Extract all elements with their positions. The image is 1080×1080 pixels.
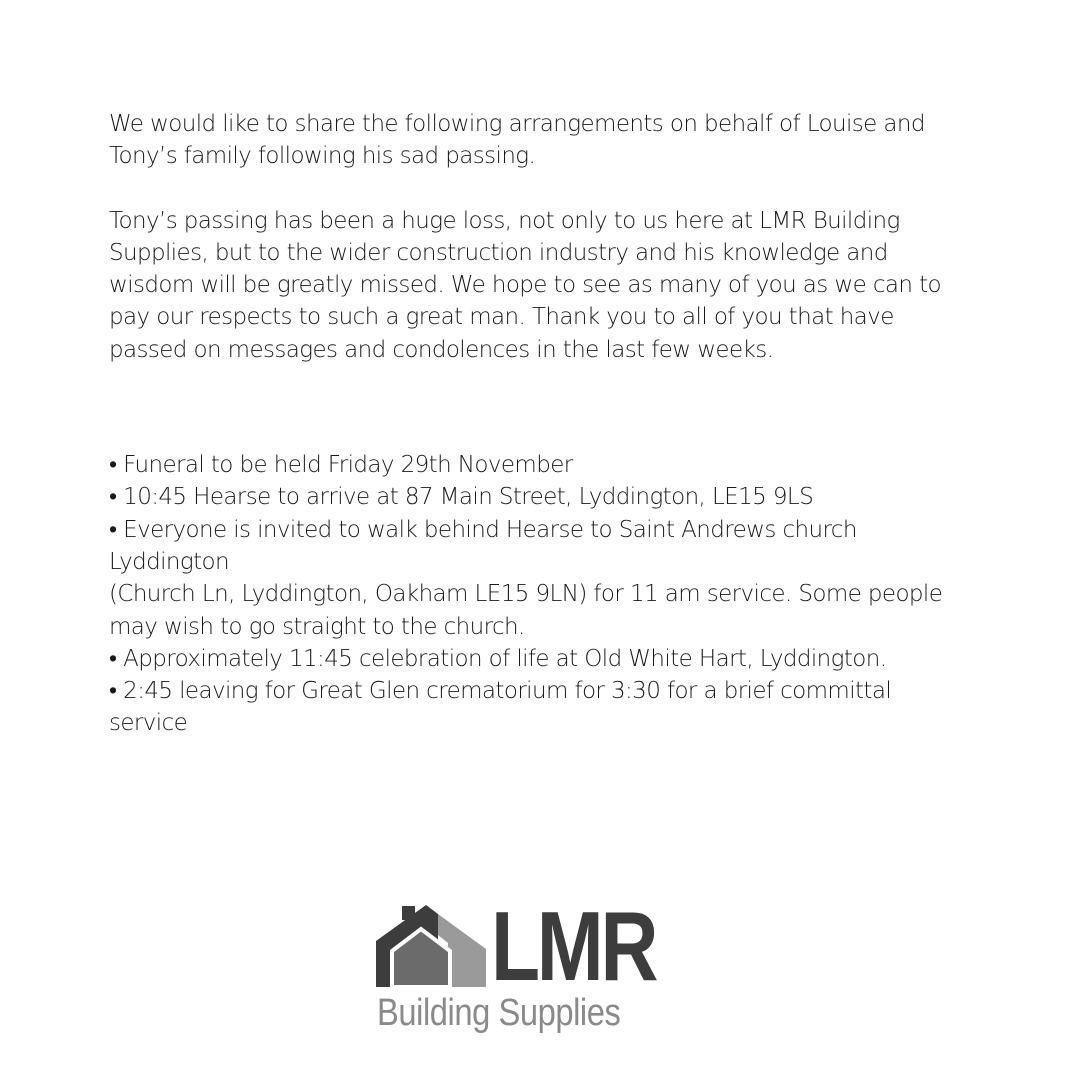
announcement-content [109,108,989,740]
arrangement-item: • Everyone is invited to walk behind Hearse to Saint Andrews church Lyddington (Church Ln, Lyddington, Oakham LE15 9LN) for 11 am service. Some people may wish to go straight to the church. [109,516,943,640]
arrangements-list [109,449,989,740]
company-logo [376,891,680,1039]
logo-name: LMR [491,891,656,1001]
intro-paragraph-1: We would like to share the following arrangements on behalf of Louise and Tony’s family following his sad passing. [109,111,925,170]
arrangement-item: • 2:45 leaving for Great Glen crematorium for 3:30 for a brief committal service [109,678,892,737]
intro-paragraph-2: Tony’s passing has been a huge loss, not only to us here at LMR Building Supplies, but to the wider construction industry and his knowledge and wisdom will be greatly missed. We hope to see as many of you as we can to pay our respects to such a great man. Thank you to all of you that have passed on messages and condolences in the last few weeks. [109,207,941,363]
arrangement-item: • Funeral to be held Friday 29th November [109,452,573,479]
logo-subtitle: Building Supplies [377,992,621,1034]
house-logo-icon [376,903,496,987]
arrangement-item: • 10:45 Hearse to arrive at 87 Main Street, Lyddington, LE15 9LS [109,484,814,511]
arrangement-item: • Approximately 11:45 celebration of life at Old White Hart, Lyddington. [109,645,887,672]
